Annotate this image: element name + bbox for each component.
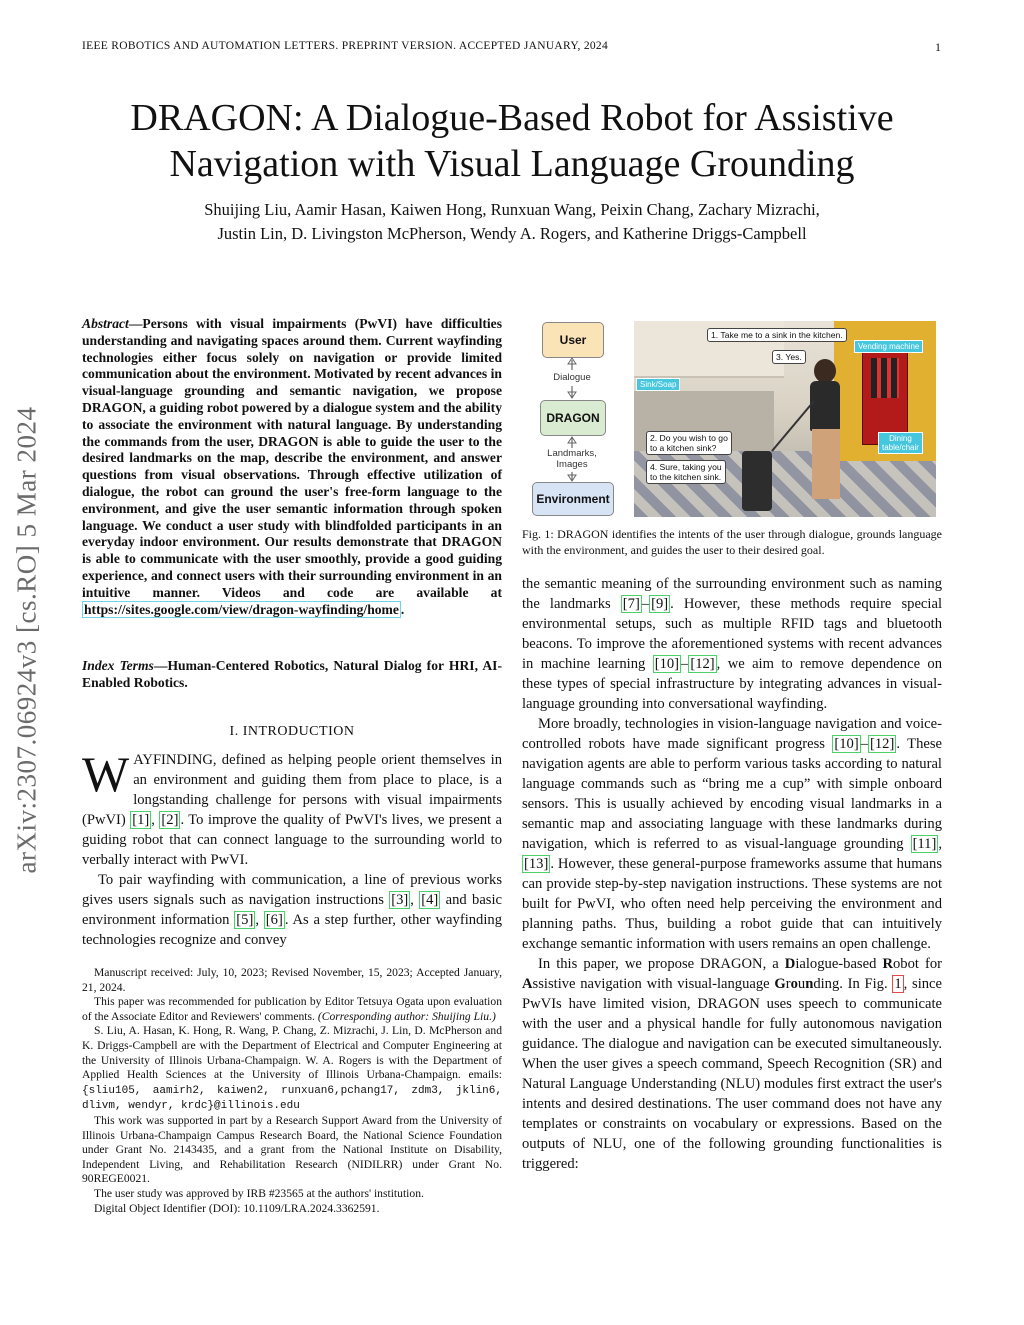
text-run: obot for [892,956,942,972]
citation-1[interactable]: [1] [132,812,150,828]
footnote-irb: The user study was approved by IRB #23565 at the authors' institution. [94,1186,424,1200]
dialogue-label: Dialogue [553,372,591,383]
footnote-funding: This work was supported in part by a Research Support Award from the University of Illinois Urbana-Champaign Campus Research Board, the National Science Foundation under Grant No. 2143435, and a grant from the National Institute on Disability, Independent Living, and Rehabilitation Research (NIDILRR) under Grant No. 90REGE0021. [82,1113,502,1186]
text-run: AYFINDING, defined as helping people orient themselves in an environment and guiding them from place to place, is a longstanding challenge for persons with visual impairments (PwVI) [82,752,502,828]
text-run: r [785,976,791,992]
footnote-affiliations [82,1024,502,1114]
author-emails: {sliu105, aamirh2, kaiwen2, runxuan6,pchang17, zdm3, jklin6, dlivm, wendyr, krdc}@illinois.edu [82,1084,502,1113]
title-line-2: Navigation with Visual Language Grounding [169,143,855,185]
citation-7[interactable]: [7] [622,596,640,612]
dialogue-bubble-4 [646,460,726,484]
text-run: . As a step further, other wayfinding technologies recognize and convey [82,912,502,948]
text-run: , [255,912,264,928]
figure-1 [532,320,962,520]
abstract-end: . [400,601,405,617]
dialogue-bubble-2 [646,431,732,455]
citation-10[interactable]: [10] [654,656,680,672]
citation-12[interactable]: [12] [870,736,895,752]
landmarks-images-label [536,448,608,470]
dialogue-bubble-1: 1. Take me to a sink in the kitchen. [707,328,847,342]
tag-vending-machine: Vending machine [854,340,923,353]
footnote-editor [82,995,502,1024]
bold-letter: A [522,976,533,992]
text-run: and basic environment information [82,892,503,928]
index-terms-text: —Human-Centered Robotics, Natural Dialog for HRI, AI-Enabled Robotics. [82,658,502,690]
right-paragraph-1 [522,574,942,714]
text-run: , [938,836,942,852]
introduction-body [82,746,503,950]
text-run: To pair wayfinding with communication, a line of previous works gives users signals such as navigation instructions [82,872,502,908]
tag-dining-line-2: table/chair [882,443,919,452]
text-run: ding. In Fig. [813,976,893,992]
abstract-label: Abstract [82,316,129,331]
tag-dining-table [878,432,923,454]
bubble-2-line-1: 2. Do you wish to go [650,433,728,443]
text-run: ialogue-based [795,956,883,972]
text-run: , we aim to remove dependence on these types of special infrastructure by integrating advances in visual-language grounding into conversational wayfinding. [522,656,943,712]
citation-10[interactable]: [10] [834,736,859,752]
bold-letter: G [774,976,786,992]
citation-9[interactable]: [9] [651,596,669,612]
citation-4[interactable]: [4] [421,892,439,908]
paper-title [60,95,964,187]
abstract-text: —Persons with visual impairments (PwVI) have difficulties understanding and navigating spaces around them. Current wayfinding technologies either focus solely on navigation or provide limited communication about the environment. Motivated by recent advances in visual-language grounding and semantic navigation, we propose DRAGON, a guiding robot powered by a dialogue system and the ability to associate the environment with natural language. By understanding the commands from the user, DRAGON is able to guide the user to the desired landmarks on the map, describe the environment, and answer questions from visual observations. Through effective utilization of dialogue, the robot can ground the user's free-form language to the environment, and give the user semantic information through spoken language. We conduct a user study with blindfolded participants in an everyday indoor environment. Our results demonstrate that DRAGON is able to communicate with the user smoothly, provide a good guiding experience, and connect users with their surrounding environment in an intuitive manner. Videos and code are available at [82,316,502,600]
right-column-body [522,574,942,1174]
text-run: , since PwVIs have limited vision, DRAGON uses speech to communicate with the user and a physical handle for fully autonomous navigation guidance. The dialogue and navigation can be executed simultaneously. When the user gives a speech command, Speech Recognition (SR) and Natural Language Understanding (NLU) modules first extract the user's intents and desired destinations. The user command does not have any templates or constraints on vocabulary or expressions. Based on the outputs of NLU, one of the following grounding functionalities is triggered: [522,976,942,1172]
text-run: the semantic meaning of the surrounding environment such as naming the landmarks [522,576,942,612]
running-header: IEEE ROBOTICS AND AUTOMATION LETTERS. PREPRINT VERSION. ACCEPTED JANUARY, 2024 [82,40,609,52]
index-terms-label: Index Terms [82,658,154,673]
intro-paragraph-1 [82,746,502,870]
text-run: . To improve the quality of PwVI's lives, we present a guiding robot that can connect language to the surrounding world to verbally interact with PwVI. [82,812,502,868]
title-line-1: DRAGON: A Dialogue-Based Robot for Assistive [130,97,894,139]
footnote-doi: Digital Object Identifier (DOI): 10.1109/LRA.2024.3362591. [94,1201,380,1215]
page-number: 1 [935,40,941,54]
text-run: This paper was recommended for publication by Editor Tetsuya Ogata upon evaluation of the Associate Editor and Reviewers' comments. [82,995,502,1023]
arxiv-stamp [8,345,46,935]
footnote-manuscript: Manuscript received: July, 10, 2023; Revised November, 15, 2023; Accepted January, 21, 2024. [82,966,502,994]
tag-dining-line-1: Dining [889,434,912,443]
authors-line-2: Justin Lin, D. Livingston McPherson, Wendy A. Rogers, and Katherine Driggs-Campbell [217,224,807,243]
text-run: ssistive navigation with visual-language [532,976,775,992]
citation-2[interactable]: [2] [161,812,179,828]
citation-11[interactable]: [11] [912,836,937,852]
bold-letter: o [790,976,798,992]
bold-letter: n [805,976,814,992]
landmarks-label: Landmarks, [547,448,597,459]
citation-12[interactable]: [12] [690,656,715,672]
tag-sink-soap: Sink/Soap [636,378,680,391]
images-label: Images [556,459,588,470]
authors-line-1: Shuijing Liu, Aamir Hasan, Kaiwen Hong, Runxuan Wang, Peixin Chang, Zachary Mizrachi, [204,200,820,219]
index-terms [82,658,502,692]
text-run: In this paper, we propose DRAGON, a [538,956,785,972]
dialogue-bubble-3: 3. Yes. [772,350,806,364]
section-heading-introduction: I. INTRODUCTION [229,724,355,739]
text-run: More broadly, technologies in vision-language navigation and voice-controlled robots have made significant progress [522,716,942,752]
intro-paragraph-2 [82,870,502,950]
citation-13[interactable]: [13] [524,856,549,872]
user-box: User [542,322,604,358]
dragon-box: DRAGON [540,400,606,436]
footnotes [82,966,502,1216]
arxiv-id: arXiv:2307.06924v3 [cs.RO] 5 Mar 2024 [11,406,42,874]
text-run: , [410,892,420,908]
project-link[interactable]: https://sites.google.com/view/dragon-wayfinding/home [84,601,399,617]
text-run: , [151,812,160,828]
citation-6[interactable]: [6] [265,912,283,928]
figure-1-caption: Fig. 1: DRAGON identifies the intents of the user through dialogue, grounds language with the environment, and guides the user to their desired goal. [522,527,942,557]
corresponding-author: (Corresponding author: Shuijing Liu.) [317,1009,496,1023]
bubble-4-line-2: to the kitchen sink. [650,472,722,482]
bubble-4-line-1: 4. Sure, taking you [650,462,722,472]
figure-reference[interactable]: 1 [894,976,902,992]
text-run: – [860,736,869,752]
citation-5[interactable]: [5] [236,912,254,928]
text-run: – [641,596,650,612]
abstract [82,316,502,618]
text-run: . However, these methods require special environmental setups, such as multiple RFID tags and bluetooth beacons. To improve the aforementioned systems with recent advances in machine learning [522,596,942,672]
drop-cap: W [82,746,130,802]
author-list [60,198,964,246]
text-run: . These navigation agents are able to perform various tasks according to natural language commands such as “bring me a cup” with simple onboard sensors. This is usually achieved by encoding visual landmarks in a semantic map and associating language with these landmarks during navigation, which is referred to as visual-language grounding [522,736,942,852]
text-run: . However, these general-purpose frameworks assume that humans can provide step-by-step navigation instructions. These systems are not built for PwVI, who often need help perceiving the environment and planning paths. Thus, building a robot guide that can intuitively exchange semantic information with users remains an open challenge. [522,856,942,952]
text-run: S. Liu, A. Hasan, K. Hong, R. Wang, P. Chang, Z. Mizrachi, J. Lin, D. McPherson and K. Driggs-Campbell are with the Department of Electrical and Computer Engineering at the University of Illinois Urbana-Champaign. W. A. Rogers is with the Department of Applied Health Sciences at the University of Illinois Urbana-Champaign. emails: [82,1024,502,1082]
right-paragraph-3 [522,954,942,1174]
bold-letter: R [882,956,893,972]
text-run: – [681,656,689,672]
text-run: u [797,976,806,992]
right-paragraph-2 [522,714,942,954]
citation-3[interactable]: [3] [391,892,409,908]
bubble-2-line-2: to a kitchen sink? [650,443,717,453]
environment-box: Environment [532,482,614,516]
bold-letter: D [784,956,796,972]
